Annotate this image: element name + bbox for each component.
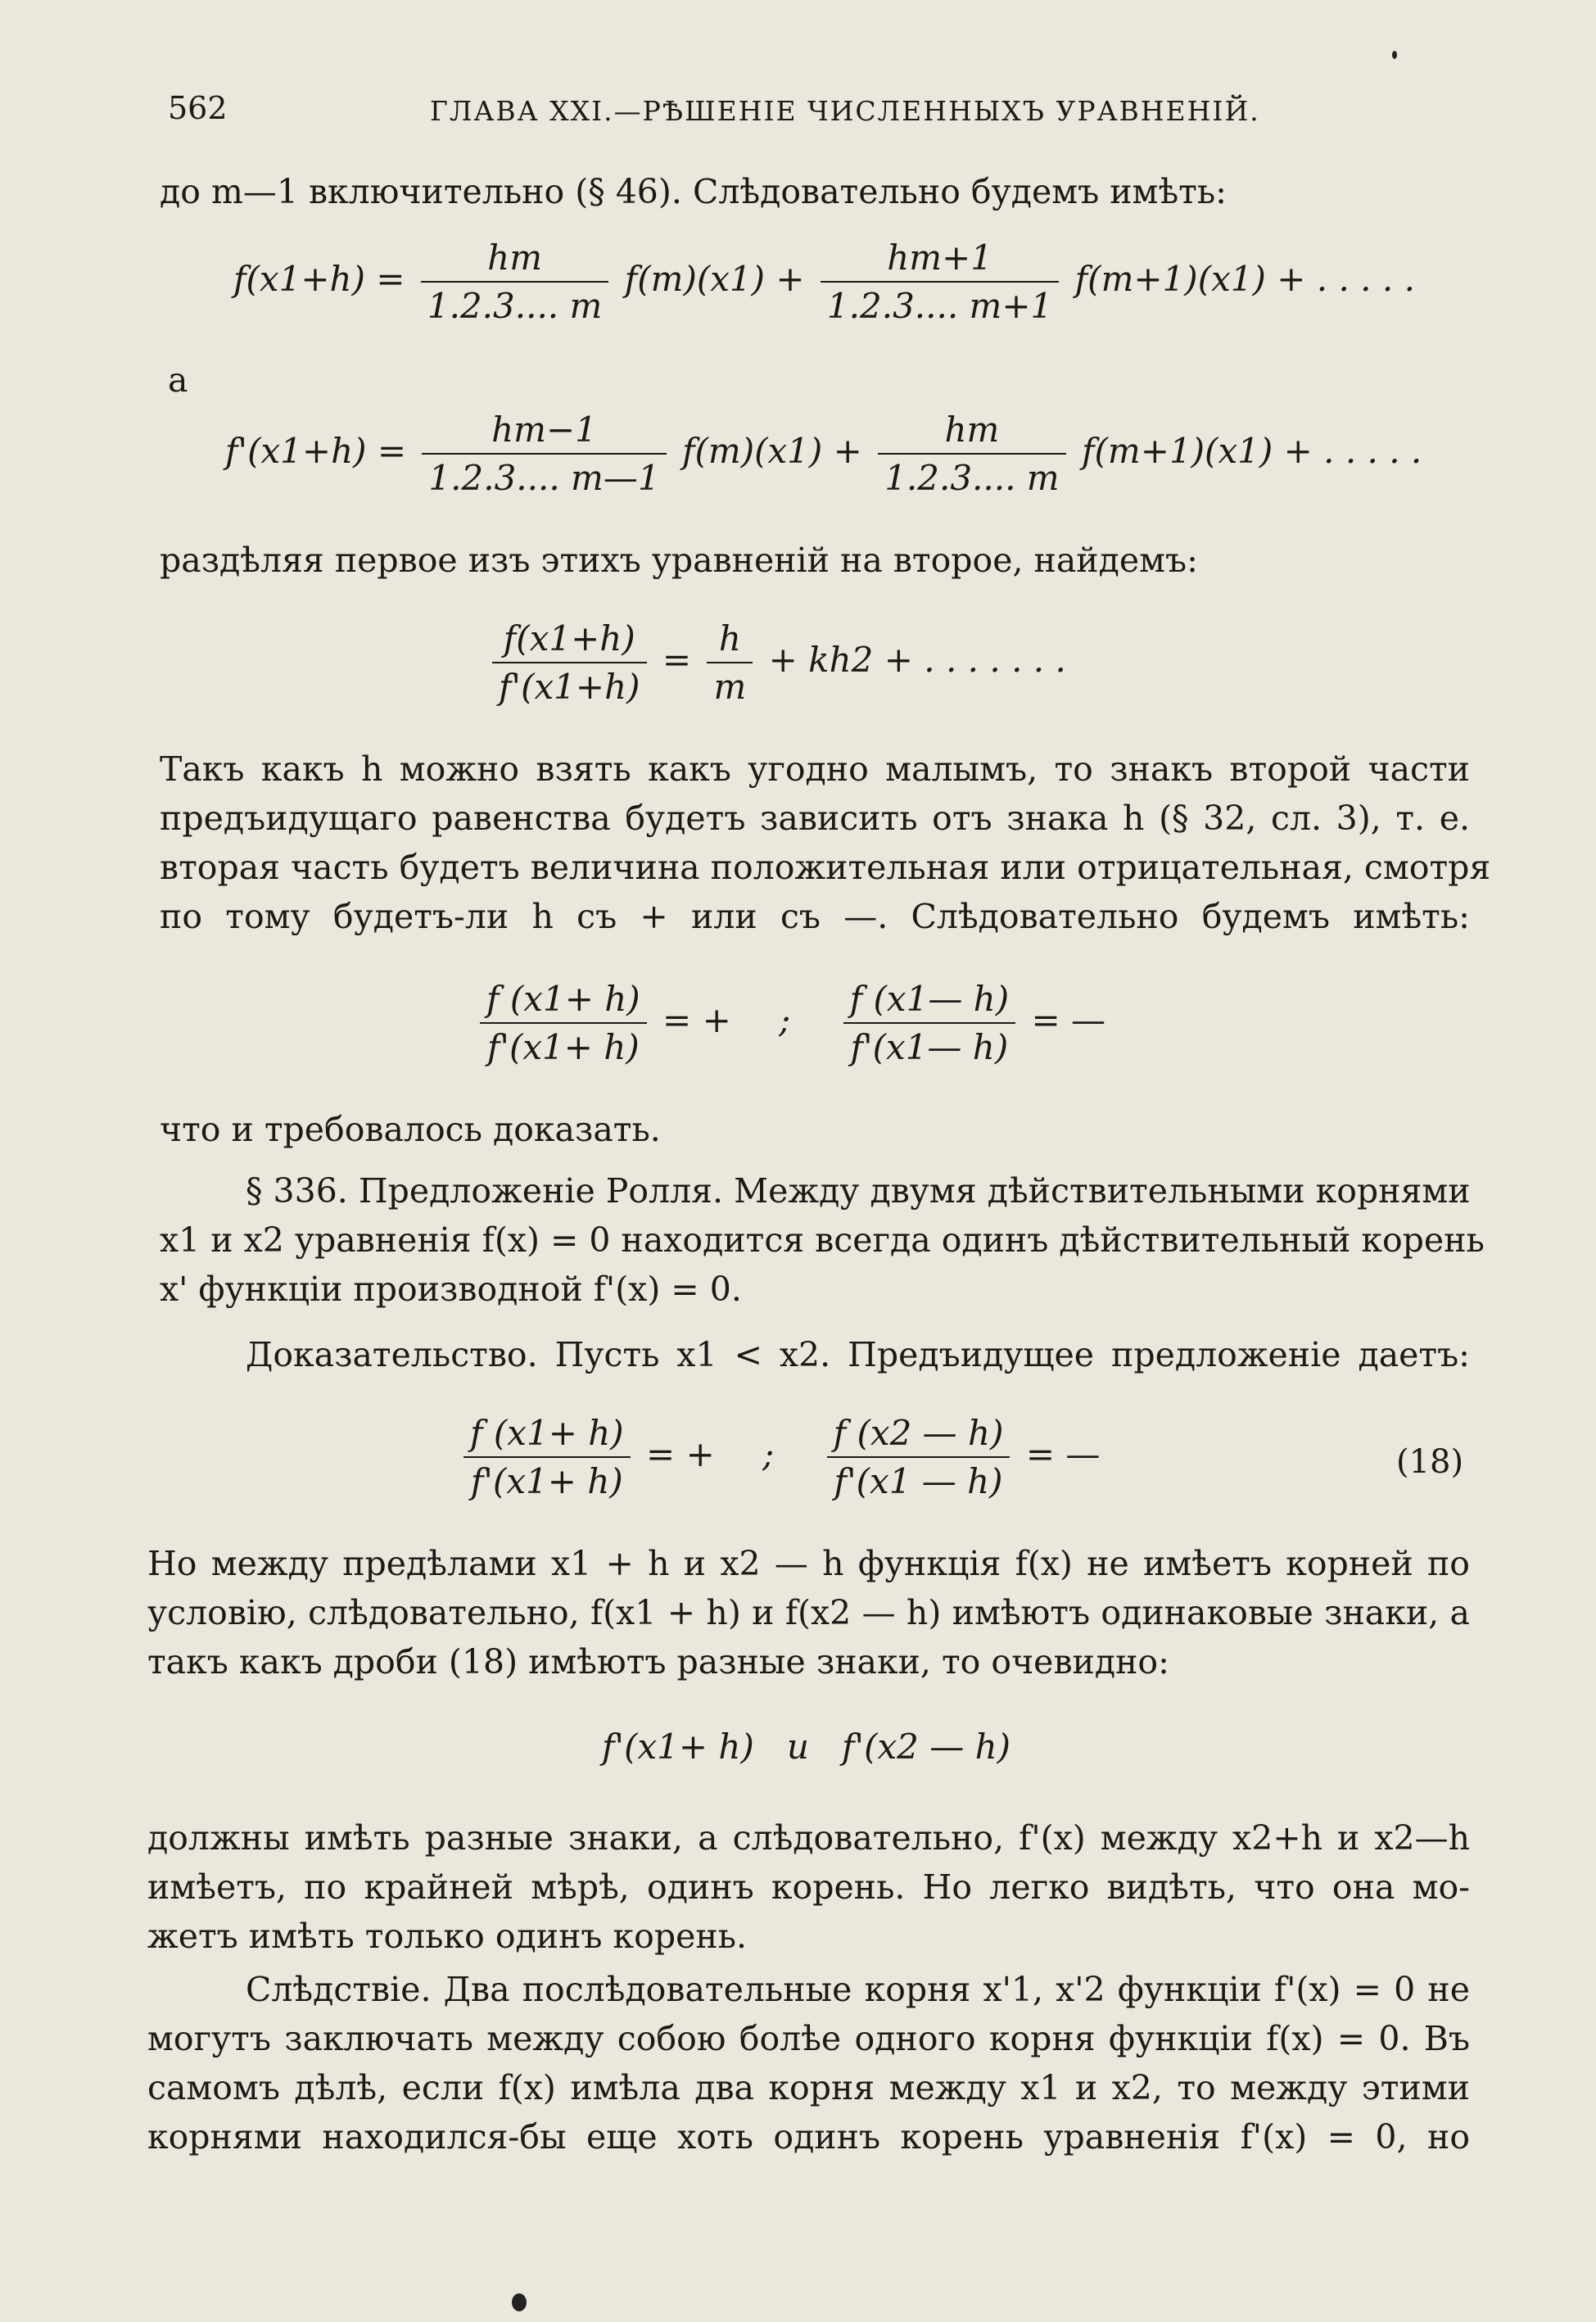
eq1-num-2: hm+1	[821, 238, 1059, 283]
eq1-frac-1	[421, 238, 608, 326]
text-line: Но между предѣлами x1 + h и x2 — h функція f(x) не имѣетъ корней по	[147, 1544, 1470, 1583]
text-line: могутъ заключать между собою болѣе одного корня функціи f(x) = 0. Въ	[147, 2019, 1470, 2058]
eq3-frac-lhs	[492, 618, 647, 707]
eq5-b-den: f'(x1 — h)	[834, 1461, 1003, 1501]
text-line: корнями находился-бы еще хоть одинъ корень уравненія f'(x) = 0, но	[147, 2117, 1470, 2157]
eq4-frac-a	[480, 979, 647, 1067]
text-line: x' функціи производной f'(x) = 0.	[160, 1270, 742, 1309]
eq3-den: f'(x1+h)	[499, 667, 640, 707]
page-number: 562	[168, 90, 228, 126]
eq4-a-den: f'(x1+ h)	[486, 1027, 640, 1067]
eq3-frac-rhs	[707, 618, 753, 707]
text-line: должны имѣть разные знаки, а слѣдовательно, f'(x) между x2+h и x2—h	[147, 1818, 1470, 1858]
text-line: x1 и x2 уравненія f(x) = 0 находится всегда одинъ дѣйствительный корень	[160, 1220, 1485, 1260]
eq4-frac-b	[843, 979, 1015, 1067]
text-line: Слѣдствіе. Два послѣдовательные корня x'1, x'2 функціи f'(x) = 0 не	[246, 1970, 1470, 2009]
text-line: Такъ какъ h можно взять какъ угодно малымъ, то знакъ второй части	[160, 749, 1470, 789]
running-title: ГЛАВА XXI.—РѢШЕНІЕ ЧИСЛЕННЫХЪ УРАВНЕНІЙ.	[430, 95, 1260, 127]
eq1-num-1: hm	[421, 238, 608, 283]
eq5-frac-a	[463, 1413, 631, 1501]
eq3-num: f(x1+h)	[492, 618, 647, 663]
eq3-tail: + kh2 + . . . . . . .	[768, 640, 1066, 680]
eq5-a-num: f (x1+ h)	[463, 1413, 631, 1458]
eq5-a-rhs: = +	[646, 1434, 715, 1474]
eq5-a-den: f'(x1+ h)	[470, 1461, 623, 1501]
text-line: условію, слѣдовательно, f(x1 + h) и f(x2 — h) имѣютъ одинаковые знаки, а	[147, 1593, 1470, 1632]
eq2-frac-1	[422, 410, 666, 498]
equation-1	[233, 238, 1415, 326]
eq2-fn-1: f(m)(x1) +	[681, 431, 862, 471]
text-line: вторая часть будетъ величина положительная или отрицательная, смотря	[160, 848, 1491, 887]
eq2-num-2: hm	[878, 410, 1065, 455]
eq5-b-num: f (x2 — h)	[827, 1413, 1010, 1458]
eq4-a-num: f (x1+ h)	[480, 979, 647, 1024]
equation-6: f'(x1+ h) и f'(x2 — h)	[602, 1727, 1011, 1767]
equation-3	[487, 618, 1066, 707]
eq3-rden: m	[713, 667, 747, 707]
eq5-b-rhs: = —	[1025, 1434, 1101, 1474]
eq2-den-2: 1.2.3.... m	[884, 458, 1060, 498]
eq2-num-1: hm−1	[422, 410, 666, 455]
text-line: имѣетъ, по крайней мѣрѣ, одинъ корень. Но легко видѣть, что она мо-	[147, 1867, 1470, 1907]
equation-5	[459, 1413, 1100, 1501]
eq2-den-1: 1.2.3.... m—1	[428, 458, 660, 498]
eq2-frac-2	[878, 410, 1065, 498]
eq5-frac-b	[827, 1413, 1010, 1501]
equation-2	[225, 410, 1422, 498]
eq1-fn-2: f(m+1)(x1) + . . . . .	[1074, 259, 1415, 299]
text-line: что и требовалось доказать.	[160, 1110, 661, 1149]
text-line: самомъ дѣлѣ, если f(x) имѣла два корня между x1 и x2, то между этими	[147, 2068, 1470, 2107]
text-line: по тому будетъ-ли h съ + или съ —. Слѣдовательно будемъ имѣть:	[160, 897, 1470, 936]
eq3-equals: =	[662, 640, 692, 680]
eq4-b-rhs: = —	[1031, 1000, 1106, 1040]
eq4-b-num: f (x1— h)	[843, 979, 1015, 1024]
eq1-frac-2	[821, 238, 1059, 326]
eq1-lhs: f(x1+h) =	[233, 259, 405, 299]
eq1-den-1: 1.2.3.... m	[427, 286, 603, 326]
text-line: раздѣляя первое изъ этихъ уравненій на второе, найдемъ:	[160, 541, 1198, 580]
text-line-a: а	[168, 360, 188, 400]
eq1-fn-1: f(m)(x1) +	[624, 259, 805, 299]
ink-spot	[512, 2293, 527, 2311]
eq2-fn-2: f(m+1)(x1) + . . . . .	[1082, 431, 1422, 471]
text-line: предъидущаго равенства будетъ зависить отъ знака h (§ 32, сл. 3), т. е.	[160, 799, 1470, 838]
eq2-lhs: f'(x1+h) =	[225, 431, 407, 471]
text-line: Доказательство. Пусть x1 < x2. Предъидущее предложеніе даетъ:	[246, 1335, 1470, 1374]
equation-4	[475, 979, 1105, 1067]
running-header	[168, 90, 1458, 139]
text-line: до m—1 включительно (§ 46). Слѣдовательно будемъ имѣть:	[160, 172, 1227, 211]
ink-spot	[1392, 51, 1397, 59]
text-line: § 336. Предложеніе Ролля. Между двумя дѣйствительными корнями	[246, 1171, 1471, 1211]
eq3-rnum: h	[707, 618, 753, 663]
eq1-den-2: 1.2.3.... m+1	[826, 286, 1053, 326]
text-line: жетъ имѣть только одинъ корень.	[147, 1917, 748, 1956]
equation-number: (18)	[1396, 1443, 1464, 1481]
eq4-a-rhs: = +	[662, 1000, 731, 1040]
text-line: такъ какъ дроби (18) имѣютъ разные знаки, то очевидно:	[147, 1642, 1169, 1682]
eq4-separator: ;	[779, 1000, 791, 1040]
eq4-b-den: f'(x1— h)	[850, 1027, 1009, 1067]
eq5-separator: ;	[762, 1434, 775, 1474]
